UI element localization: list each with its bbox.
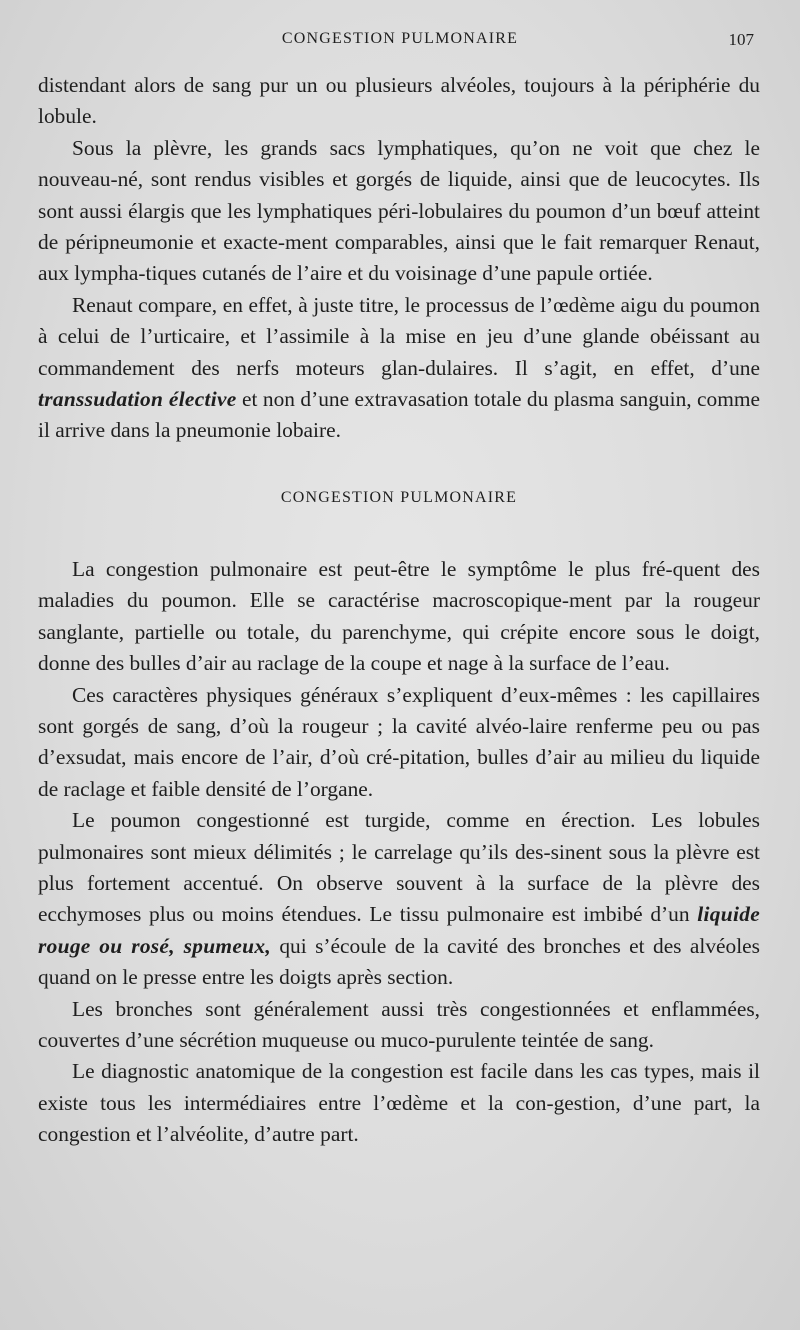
emphasis-liquid: liquide rouge ou rosé, spumeux, [38, 902, 760, 958]
paragraph-congested-lung-text-1: Le poumon congestionné est turgide, comme en érection. Les lobules pulmonaires sont mieux délimités ; le carrelage qu’ils des-sinent sous la plèvre est plus fortement accentué. On observe souvent à la surface de la plèvre des ecchymoses plus ou moins étendues. Le tissu pulmonaire est imbibé d’un [38, 808, 760, 927]
page-number: 107 [728, 30, 754, 49]
paragraph-renaut-text-1: Renaut compare, en effet, à juste titre, le processus de l’œdème aigu du poumon à celui de l’urticaire, et l’assimile à la mise en jeu d’une glande obéissant au commandement des nerfs moteurs glan-dulaires. Il s’agit, en effet, d’une [38, 292, 760, 380]
paragraph-congested-lung [38, 805, 760, 993]
running-title: CONGESTION PULMONAIRE [281, 30, 519, 47]
section-heading: CONGESTION PULMONAIRE [280, 488, 518, 506]
paragraph-congested-lung-text-2: qui s’écoule de la cavité des bronches et des alvéoles quand on le presse entre les doigts après section. [38, 933, 760, 990]
paragraph-renaut [38, 290, 760, 447]
paragraph-diagnosis: Le diagnostic anatomique de la congestion est facile dans les cas types, mais il existe tous les intermédiaires entre l’œdème et la con-gestion, d’une part, la congestion et l’alvéolite, d’autre part. [38, 1059, 760, 1147]
emphasis-transsudation: transsudation élective [38, 387, 237, 412]
paragraph-continuation: distendant alors de sang pur un ou plusieurs alvéoles, toujours à la périphérie du lobule. [38, 73, 760, 129]
page-header [0, 30, 800, 58]
paragraph-renaut-text-2: et non d’une extravasation totale du plasma sanguin, comme il arrive dans la pneumonie lobaire. [38, 387, 760, 443]
paragraph-lymphatics: Sous la plèvre, les grands sacs lymphatiques, qu’on ne voit que chez le nouveau-né, sont rendus visibles et gorgés de liquide, ainsi que de leucocytes. Ils sont aussi élargis que les lymphatiques péri-lobulaires du poumon d’un bœuf atteint de péripneumonie et exacte-ment comparables, ainsi que le fait remarquer Renaut, aux lympha-tiques cutanés de l’aire et du voisinage d’une papule ortiée. [38, 135, 760, 286]
paragraph-definition: La congestion pulmonaire est peut-être le symptôme le plus fré-quent des maladies du poumon. Elle se caractérise macroscopique-ment par la rougeur sanglante, partielle ou totale, du parenchyme, qui crépite encore sous le doigt, donne des bulles d’air au raclage de la coupe et nage à la surface de l’eau. [38, 556, 760, 676]
paragraph-physical-characters: Ces caractères physiques généraux s’expliquent d’eux-mêmes : les capillaires sont gorgés de sang, d’où la rougeur ; la cavité alvéo-laire renferme peu ou pas d’exsudat, mais encore de l’air, d’où cré-pitation, bulles d’air au milieu du liquide de raclage et faible densité de l’organe. [38, 682, 760, 801]
page-body [38, 70, 760, 1151]
paragraph-bronchi: Les bronches sont généralement aussi très congestionnées et enflammées, couvertes d’une sécrétion muqueuse ou muco-purulente teintée de sang. [38, 996, 760, 1052]
